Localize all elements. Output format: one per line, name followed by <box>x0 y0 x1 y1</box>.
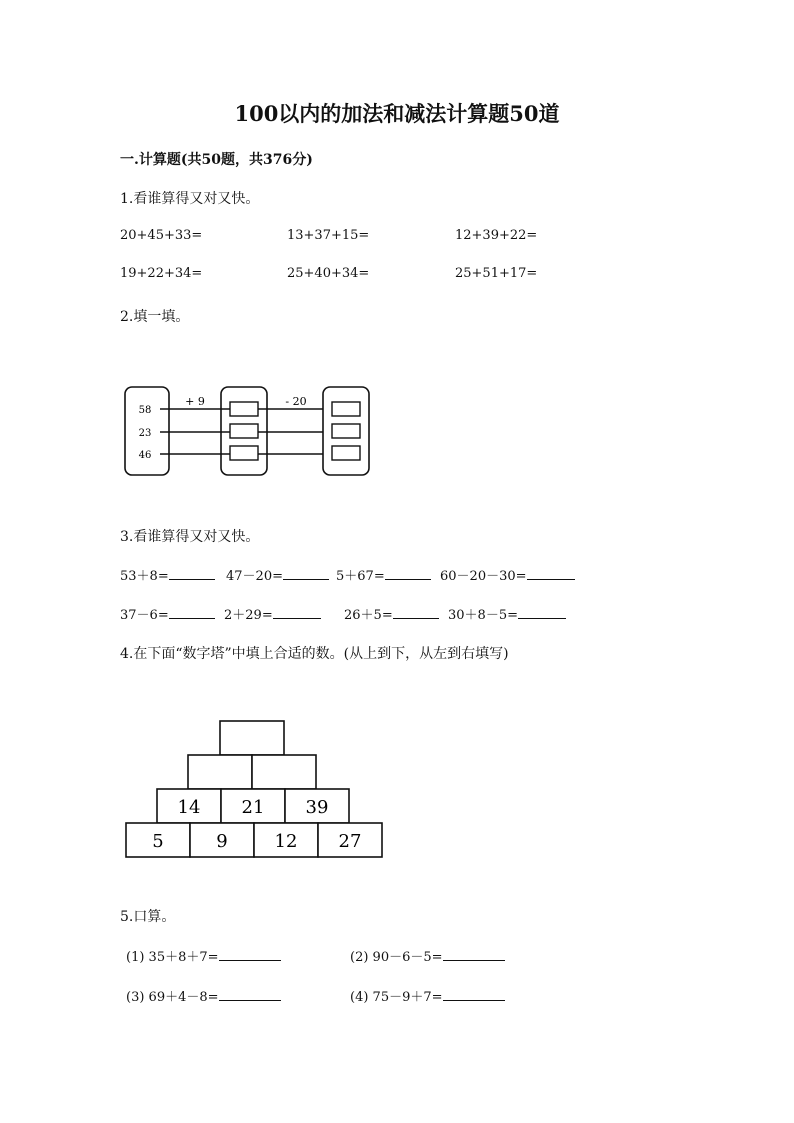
input-number: 46 <box>138 450 152 461</box>
q1-equation: 25+40+34= <box>287 266 370 281</box>
q3-item <box>344 604 439 623</box>
answer-box[interactable] <box>230 424 258 438</box>
q3-equation: 60－20－30= <box>440 569 527 584</box>
q1-equation: 19+22+34= <box>120 266 203 281</box>
answer-blank[interactable] <box>219 946 281 961</box>
q3-item <box>120 604 215 623</box>
pyramid-cell-empty[interactable] <box>252 755 316 789</box>
answer-blank[interactable] <box>385 565 431 580</box>
answer-blank[interactable] <box>283 565 329 580</box>
q3-equation: 47－20= <box>226 569 283 584</box>
q3-item <box>226 565 329 584</box>
question-4-label: 4.在下面“数字塔”中填上合适的数。(从上到下，从左到右填写) <box>120 646 509 662</box>
q3-equation: 30＋8－5= <box>448 608 518 623</box>
number-pyramid <box>120 716 390 864</box>
answer-box[interactable] <box>332 446 360 460</box>
q3-equation: 5＋67= <box>336 569 385 584</box>
mapping-diagram <box>118 380 378 480</box>
page-title: 100以内的加法和减法计算题50道 <box>234 101 560 126</box>
question-2-label: 2.填一填。 <box>120 309 190 325</box>
pyramid-number: 27 <box>338 831 362 852</box>
pyramid-number: 21 <box>241 797 265 818</box>
q5-equation: (3) 69＋4－8= <box>126 990 219 1005</box>
section-heading: 一.计算题(共50题，共376分) <box>120 152 313 168</box>
q5-item <box>350 946 505 965</box>
q5-item <box>126 986 281 1005</box>
answer-box[interactable] <box>230 402 258 416</box>
operation-label: - 20 <box>285 395 307 408</box>
q5-equation: (4) 75－9＋7= <box>350 990 443 1005</box>
operation-label: + 9 <box>185 395 205 408</box>
answer-blank[interactable] <box>219 986 281 1001</box>
answer-box[interactable] <box>230 446 258 460</box>
q3-equation: 53＋8= <box>120 569 169 584</box>
answer-box[interactable] <box>332 424 360 438</box>
answer-blank[interactable] <box>527 565 575 580</box>
question-1-label: 1.看谁算得又对又快。 <box>120 191 260 207</box>
q1-equation: 12+39+22= <box>455 228 538 243</box>
q3-equation: 37－6= <box>120 608 169 623</box>
answer-blank[interactable] <box>169 565 215 580</box>
q5-item <box>350 986 505 1005</box>
question-5-label: 5.口算。 <box>120 909 176 925</box>
question-3-label: 3.看谁算得又对又快。 <box>120 529 260 545</box>
q3-equation: 26＋5= <box>344 608 393 623</box>
input-number: 23 <box>138 428 152 439</box>
q3-item <box>120 565 215 584</box>
input-number: 58 <box>138 405 152 416</box>
answer-blank[interactable] <box>518 604 566 619</box>
pyramid-number: 14 <box>177 797 201 818</box>
answer-blank[interactable] <box>169 604 215 619</box>
q3-item <box>224 604 321 623</box>
q5-equation: (2) 90－6－5= <box>350 950 443 965</box>
answer-box[interactable] <box>332 402 360 416</box>
q5-item <box>126 946 281 965</box>
answer-blank[interactable] <box>273 604 321 619</box>
pyramid-cell-empty[interactable] <box>188 755 252 789</box>
q5-equation: (1) 35＋8＋7= <box>126 950 219 965</box>
q3-item <box>336 565 431 584</box>
answer-blank[interactable] <box>393 604 439 619</box>
answer-blank[interactable] <box>443 986 505 1001</box>
answer-blank[interactable] <box>443 946 505 961</box>
q1-equation: 20+45+33= <box>120 228 203 243</box>
pyramid-number: 12 <box>274 831 298 852</box>
pyramid-number: 5 <box>152 831 164 852</box>
pyramid-cell-empty[interactable] <box>220 721 284 755</box>
pyramid-number: 9 <box>216 831 228 852</box>
q1-equation: 25+51+17= <box>455 266 538 281</box>
q3-item <box>448 604 566 623</box>
q3-equation: 2＋29= <box>224 608 273 623</box>
q1-equation: 13+37+15= <box>287 228 370 243</box>
pyramid-number: 39 <box>305 797 329 818</box>
q3-item <box>440 565 575 584</box>
